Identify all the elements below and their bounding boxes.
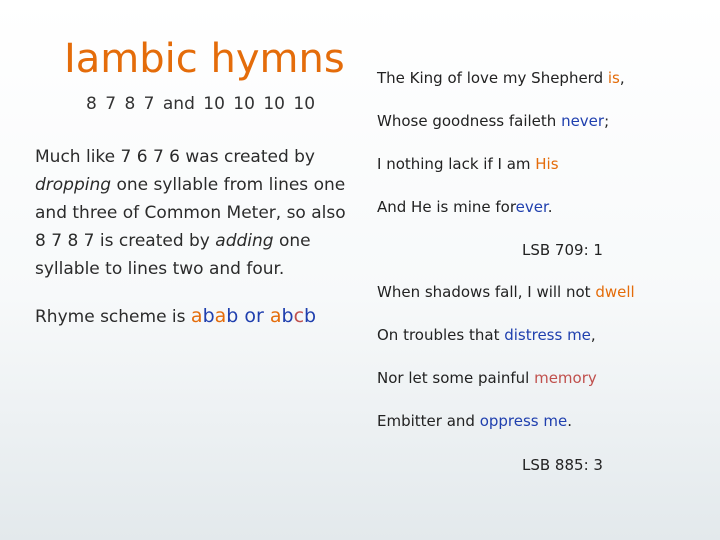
hymn-line-text: Embitter and xyxy=(377,412,480,430)
hymn-line-punct: . xyxy=(547,198,553,216)
rhyme-word: is xyxy=(607,69,620,87)
hymn-line xyxy=(377,369,597,387)
hymn-line xyxy=(377,112,609,130)
rhyme-word: ever xyxy=(515,198,548,216)
para-emphasis-adding: adding xyxy=(215,231,274,251)
rhyme-letter: b xyxy=(226,305,239,327)
para-text-3: one syllable to lines two and four. xyxy=(35,231,311,279)
rhyme-letter: b xyxy=(202,305,215,327)
hymn-line-punct: . xyxy=(567,412,573,430)
rhyme-or: or xyxy=(238,305,270,327)
hymn-line xyxy=(377,155,559,173)
para-emphasis-dropping: dropping xyxy=(35,175,112,195)
rhyme-word: memory xyxy=(534,369,597,387)
rhyme-word: His xyxy=(535,155,559,173)
hymn-line xyxy=(377,198,553,216)
hymn-line-punct: , xyxy=(590,326,596,344)
rhyme-scheme-2 xyxy=(270,305,316,327)
rhyme-word: distress me xyxy=(504,326,591,344)
rhyme-letter: b xyxy=(304,305,317,327)
rhyme-letter: b xyxy=(281,305,294,327)
para-text-1: Much like 7 6 7 6 was created by xyxy=(35,147,315,167)
rhyme-letter: a xyxy=(214,305,227,327)
hymn-line-text: The King of love my Shepherd xyxy=(377,69,608,87)
hymn-line-text: Whose goodness faileth xyxy=(377,112,562,130)
rhyme-letter: c xyxy=(293,305,305,327)
rhyme-letter: a xyxy=(190,305,203,327)
rhyme-word: never xyxy=(561,112,605,130)
hymn-line xyxy=(377,69,625,87)
explanation-paragraph xyxy=(35,143,355,283)
hymn-line-text: On troubles that xyxy=(377,326,505,344)
hymn-line-text: And He is mine for xyxy=(377,198,516,216)
hymn-line-punct: , xyxy=(619,69,625,87)
meter-subtitle: 8 7 8 7 and 10 10 10 10 xyxy=(86,94,316,114)
hymn-line-punct: ; xyxy=(604,112,610,130)
page-title: Iambic hymns xyxy=(64,36,345,82)
hymn-line-text: I nothing lack if I am xyxy=(377,155,536,173)
hymn-line xyxy=(377,326,596,344)
hymn-reference: LSB 885: 3 xyxy=(522,456,603,474)
hymn-line-text: When shadows fall, I will not xyxy=(377,283,596,301)
hymn-line xyxy=(377,412,572,430)
hymn-line xyxy=(377,283,635,301)
rhyme-scheme xyxy=(35,305,316,327)
rhyme-label: Rhyme scheme is xyxy=(35,307,191,327)
rhyme-word: oppress me xyxy=(479,412,568,430)
rhyme-scheme-1 xyxy=(191,305,238,327)
rhyme-word: dwell xyxy=(595,283,635,301)
para-text-2: one syllable from lines one and three of Common Meter, so also 8 7 8 7 is created by xyxy=(35,175,346,251)
rhyme-letter: a xyxy=(269,305,282,327)
hymn-reference: LSB 709: 1 xyxy=(522,241,603,259)
hymn-line-text: Nor let some painful xyxy=(377,369,535,387)
